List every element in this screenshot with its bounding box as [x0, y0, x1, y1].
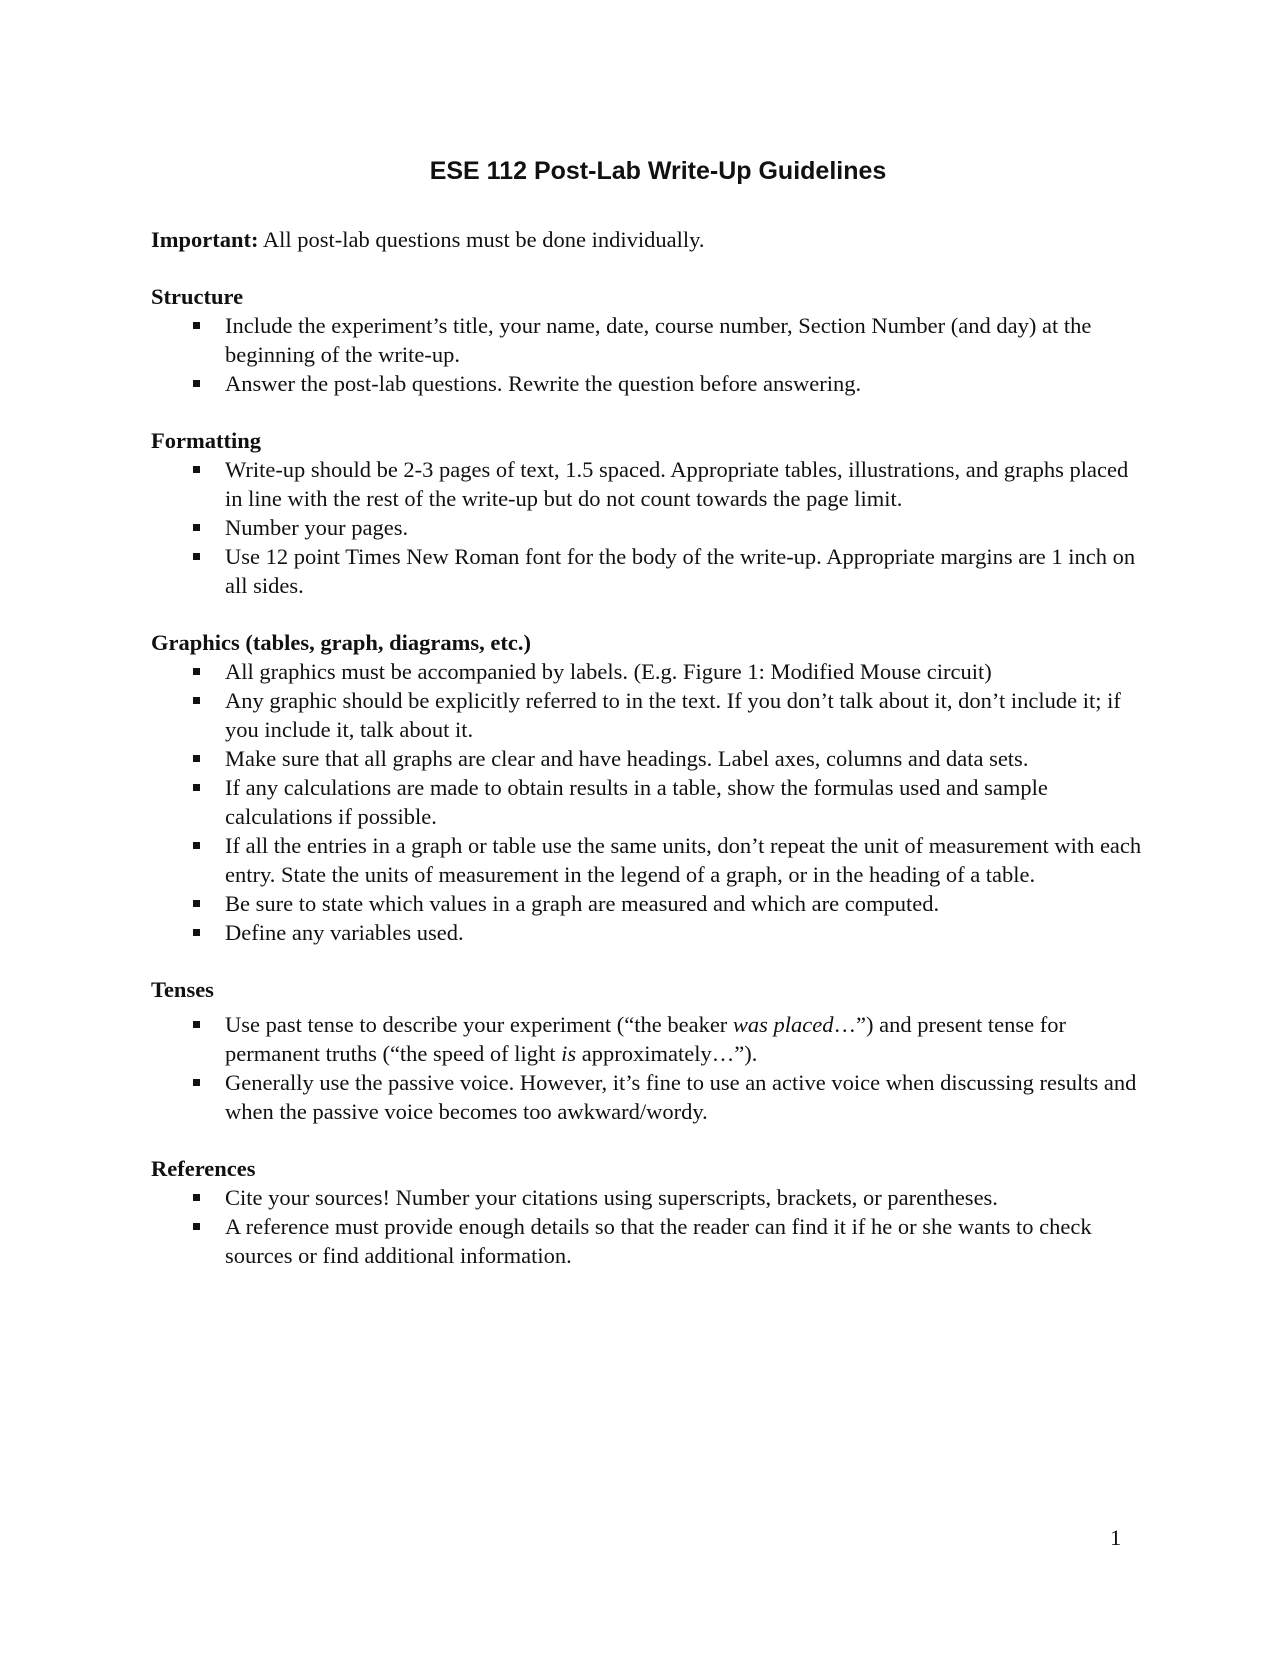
important-text: All post-lab questions must be done individually. [258, 227, 705, 252]
list-item-text: Be sure to state which values in a graph are measured and which are computed. [225, 891, 940, 916]
section-graphics [151, 628, 1151, 947]
list-item [151, 455, 1151, 513]
section-heading-formatting: Formatting [151, 428, 261, 453]
section-references [151, 1154, 1151, 1270]
tense-text-part: Use past tense to describe your experiment (“the beaker [225, 1012, 733, 1037]
section-tenses [151, 975, 1151, 1126]
list-item [151, 744, 1151, 773]
square-bullet-icon [193, 784, 200, 791]
document-title: ESE 112 Post-Lab Write-Up Guidelines [429, 157, 887, 185]
tense-text-part: approximately…”). [576, 1041, 758, 1066]
list-item [151, 773, 1151, 831]
square-bullet-icon [193, 322, 200, 329]
section-structure [151, 282, 1151, 398]
list-item [151, 513, 1151, 542]
list-item [151, 889, 1151, 918]
important-label: Important: [151, 227, 259, 252]
square-bullet-icon [193, 697, 200, 704]
list-item [151, 1010, 1151, 1068]
list-item [151, 1183, 1151, 1212]
list-item [151, 657, 1151, 686]
tense-italic-example: was placed [732, 1012, 834, 1037]
list-item [151, 686, 1151, 744]
section-heading-references: References [151, 1156, 256, 1181]
list-item-text: Cite your sources! Number your citations using superscripts, brackets, or parentheses. [225, 1185, 998, 1210]
list-item [151, 542, 1151, 600]
square-bullet-icon [193, 900, 200, 907]
list-item-text: A reference must provide enough details so that the reader can find it if he or she wants to check sources or find additional information. [225, 1214, 1092, 1268]
references-list [151, 1183, 1151, 1270]
square-bullet-icon [193, 1079, 200, 1086]
graphics-list [151, 657, 1151, 947]
list-item [151, 369, 1151, 398]
square-bullet-icon [193, 1021, 200, 1028]
square-bullet-icon [193, 1194, 200, 1201]
list-item-text: If any calculations are made to obtain results in a table, show the formulas used and sample calculations if possible. [225, 775, 1048, 829]
structure-list [151, 311, 1151, 398]
list-item [151, 1212, 1151, 1270]
list-item-text: Generally use the passive voice. However, it’s fine to use an active voice when discussing results and when the passive voice becomes too awkward/wordy. [225, 1070, 1137, 1124]
list-item-text [225, 1012, 1066, 1066]
list-item-text: Number your pages. [225, 515, 409, 540]
tense-italic-example: is [561, 1041, 577, 1066]
section-heading-graphics: Graphics (tables, graph, diagrams, etc.) [151, 630, 531, 655]
section-heading-tenses: Tenses [151, 977, 214, 1002]
square-bullet-icon [193, 755, 200, 762]
page-number: 1 [1110, 1525, 1122, 1550]
square-bullet-icon [193, 380, 200, 387]
square-bullet-icon [193, 466, 200, 473]
square-bullet-icon [193, 929, 200, 936]
list-item [151, 831, 1151, 889]
tense-text-part: …”) and present tense for permanent truths (“the speed of light [225, 1012, 1066, 1066]
tenses-list [151, 1010, 1151, 1126]
formatting-list [151, 455, 1151, 600]
document-body [151, 225, 1151, 1298]
list-item-text: Answer the post-lab questions. Rewrite the question before answering. [225, 371, 862, 396]
square-bullet-icon [193, 1223, 200, 1230]
list-item-text: Make sure that all graphs are clear and have headings. Label axes, columns and data sets. [225, 746, 1029, 771]
section-heading-structure: Structure [151, 284, 244, 309]
list-item-text: Use 12 point Times New Roman font for the body of the write-up. Appropriate margins are 1 inch on all sides. [225, 544, 1136, 598]
list-item-text: Include the experiment’s title, your name, date, course number, Section Number (and day) at the beginning of the write-up. [225, 313, 1092, 367]
list-item [151, 1068, 1151, 1126]
list-item-text: If all the entries in a graph or table use the same units, don’t repeat the unit of measurement with each entry. State the units of measurement in the legend of a graph, or in the heading of a table. [225, 833, 1142, 887]
square-bullet-icon [193, 524, 200, 531]
list-item [151, 918, 1151, 947]
list-item-text: Any graphic should be explicitly referred to in the text. If you don’t talk about it, don’t include it; if you include it, talk about it. [225, 688, 1121, 742]
list-item [151, 311, 1151, 369]
list-item-text: Define any variables used. [225, 920, 464, 945]
list-item-text: Write-up should be 2-3 pages of text, 1.5 spaced. Appropriate tables, illustrations, and graphs placed in line with the rest of the write-up but do not count towards the page limit. [225, 457, 1129, 511]
important-note [151, 225, 1151, 254]
square-bullet-icon [193, 842, 200, 849]
square-bullet-icon [193, 553, 200, 560]
square-bullet-icon [193, 668, 200, 675]
list-item-text: All graphics must be accompanied by labels. (E.g. Figure 1: Modified Mouse circuit) [225, 659, 992, 684]
section-formatting [151, 426, 1151, 600]
